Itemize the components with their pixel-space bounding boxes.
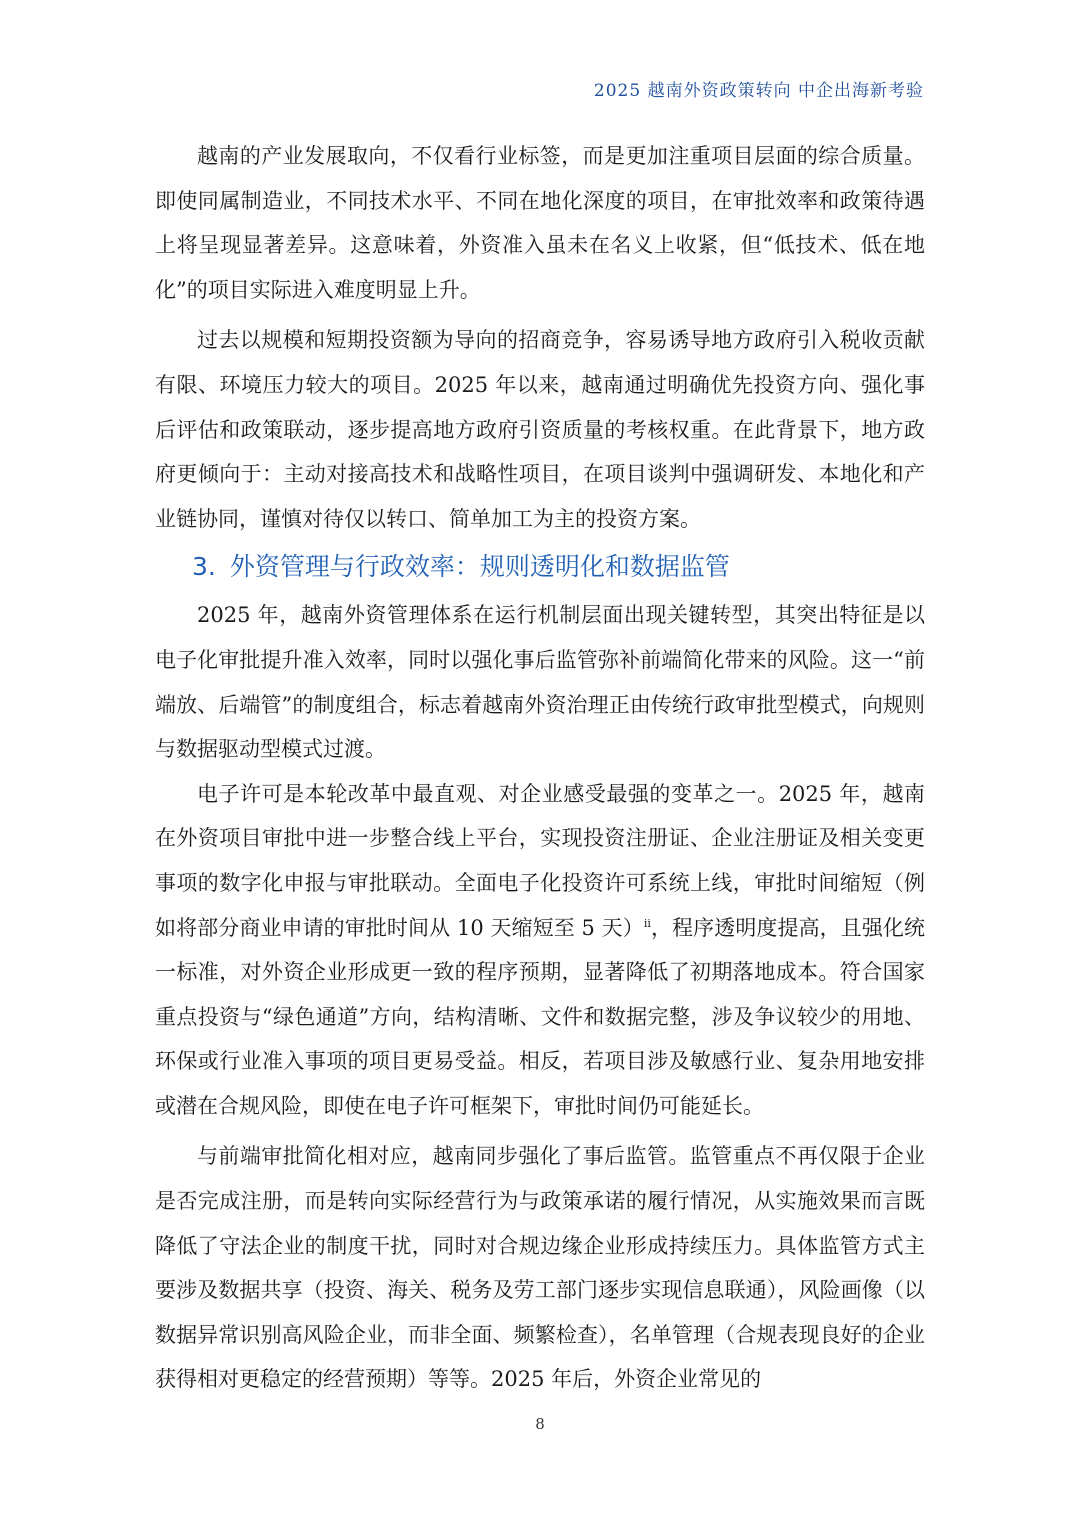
paragraph-text: 电子许可是本轮改革中最直观、对企业感受最强的变革之一。2025 年，越南在外资项目审批中进一步整合线上平台，实现投资注册证、企业注册证及相关变更事项的数字化申报与审批联动。全面电子化投资许可系统上线，审批时间缩短（例如将部分商业申请的审批时间从 10 天缩短至 5 天）: [155, 781, 925, 940]
paragraph-text: ，程序透明度提高，且强化统一标准，对外资企业形成更一致的程序预期，显著降低了初期落地成本。符合国家重点投资与“绿色通道”方向，结构清晰、文件和数据完整，涉及争议较少的用地、环保或行业准入事项的项目更易受益。相反，若项目涉及敏感行业、复杂用地安排或潜在合规风险，即使在电子许可框架下，审批时间仍可能延长。: [155, 915, 925, 1118]
paragraph-post-supervision: 与前端审批简化相对应，越南同步强化了事后监管。监管重点不再仅限于企业是否完成注册，而是转向实际经营行为与政策承诺的履行情况，从实施效果而言既降低了守法企业的制度干扰，同时对合规边缘企业形成持续压力。具体监管方式主要涉及数据共享（投资、海关、税务及劳工部门逐步实现信息联通），风险画像（以数据异常识别高风险企业，而非全面、频繁检查），名单管理（合规表现良好的企业获得相对更稳定的经营预期）等等。2025 年后，外资企业常见的: [155, 1144, 925, 1392]
paragraph-management-transition: 2025 年，越南外资管理体系在运行机制层面出现关键转型，其突出特征是以电子化审批提升准入效率，同时以强化事后监管弥补前端简化带来的风险。这一“前端放、后端管”的制度组合，标志着越南外资治理正由传统行政审批型模式，向规则与数据驱动型模式过渡。: [155, 603, 925, 762]
page-body: [155, 134, 925, 1408]
running-header: 2025 越南外资政策转向 中企出海新考验: [593, 81, 924, 101]
page-number: 8: [535, 1415, 545, 1433]
endnote-marker: ii: [643, 916, 651, 930]
section-heading: [192, 547, 925, 587]
paragraph-investment-competition: 过去以规模和短期投资额为导向的招商竞争，容易诱导地方政府引入税收贡献有限、环境压力较大的项目。2025 年以来，越南通过明确优先投资方向、强化事后评估和政策联动，逐步提高地方政府引资质量的考核权重。在此背景下，地方政府更倾向于：主动对接高技术和战略性项目，在项目谈判中强调研发、本地化和产业链协同，谨慎对待仅以转口、简单加工为主的投资方案。: [155, 328, 925, 531]
paragraph-electronic-licensing: [155, 772, 925, 1129]
paragraph-industry-orientation: 越南的产业发展取向，不仅看行业标签，而是更加注重项目层面的综合质量。即使同属制造业，不同技术水平、不同在地化深度的项目，在审批效率和政策待遇上将呈现显著差异。这意味着，外资准入虽未在名义上收紧，但“低技术、低在地化”的项目实际进入难度明显上升。: [155, 144, 925, 302]
section-title: 外资管理与行政效率：规则透明化和数据监管: [229, 552, 730, 582]
section-number: 3.: [192, 552, 216, 582]
